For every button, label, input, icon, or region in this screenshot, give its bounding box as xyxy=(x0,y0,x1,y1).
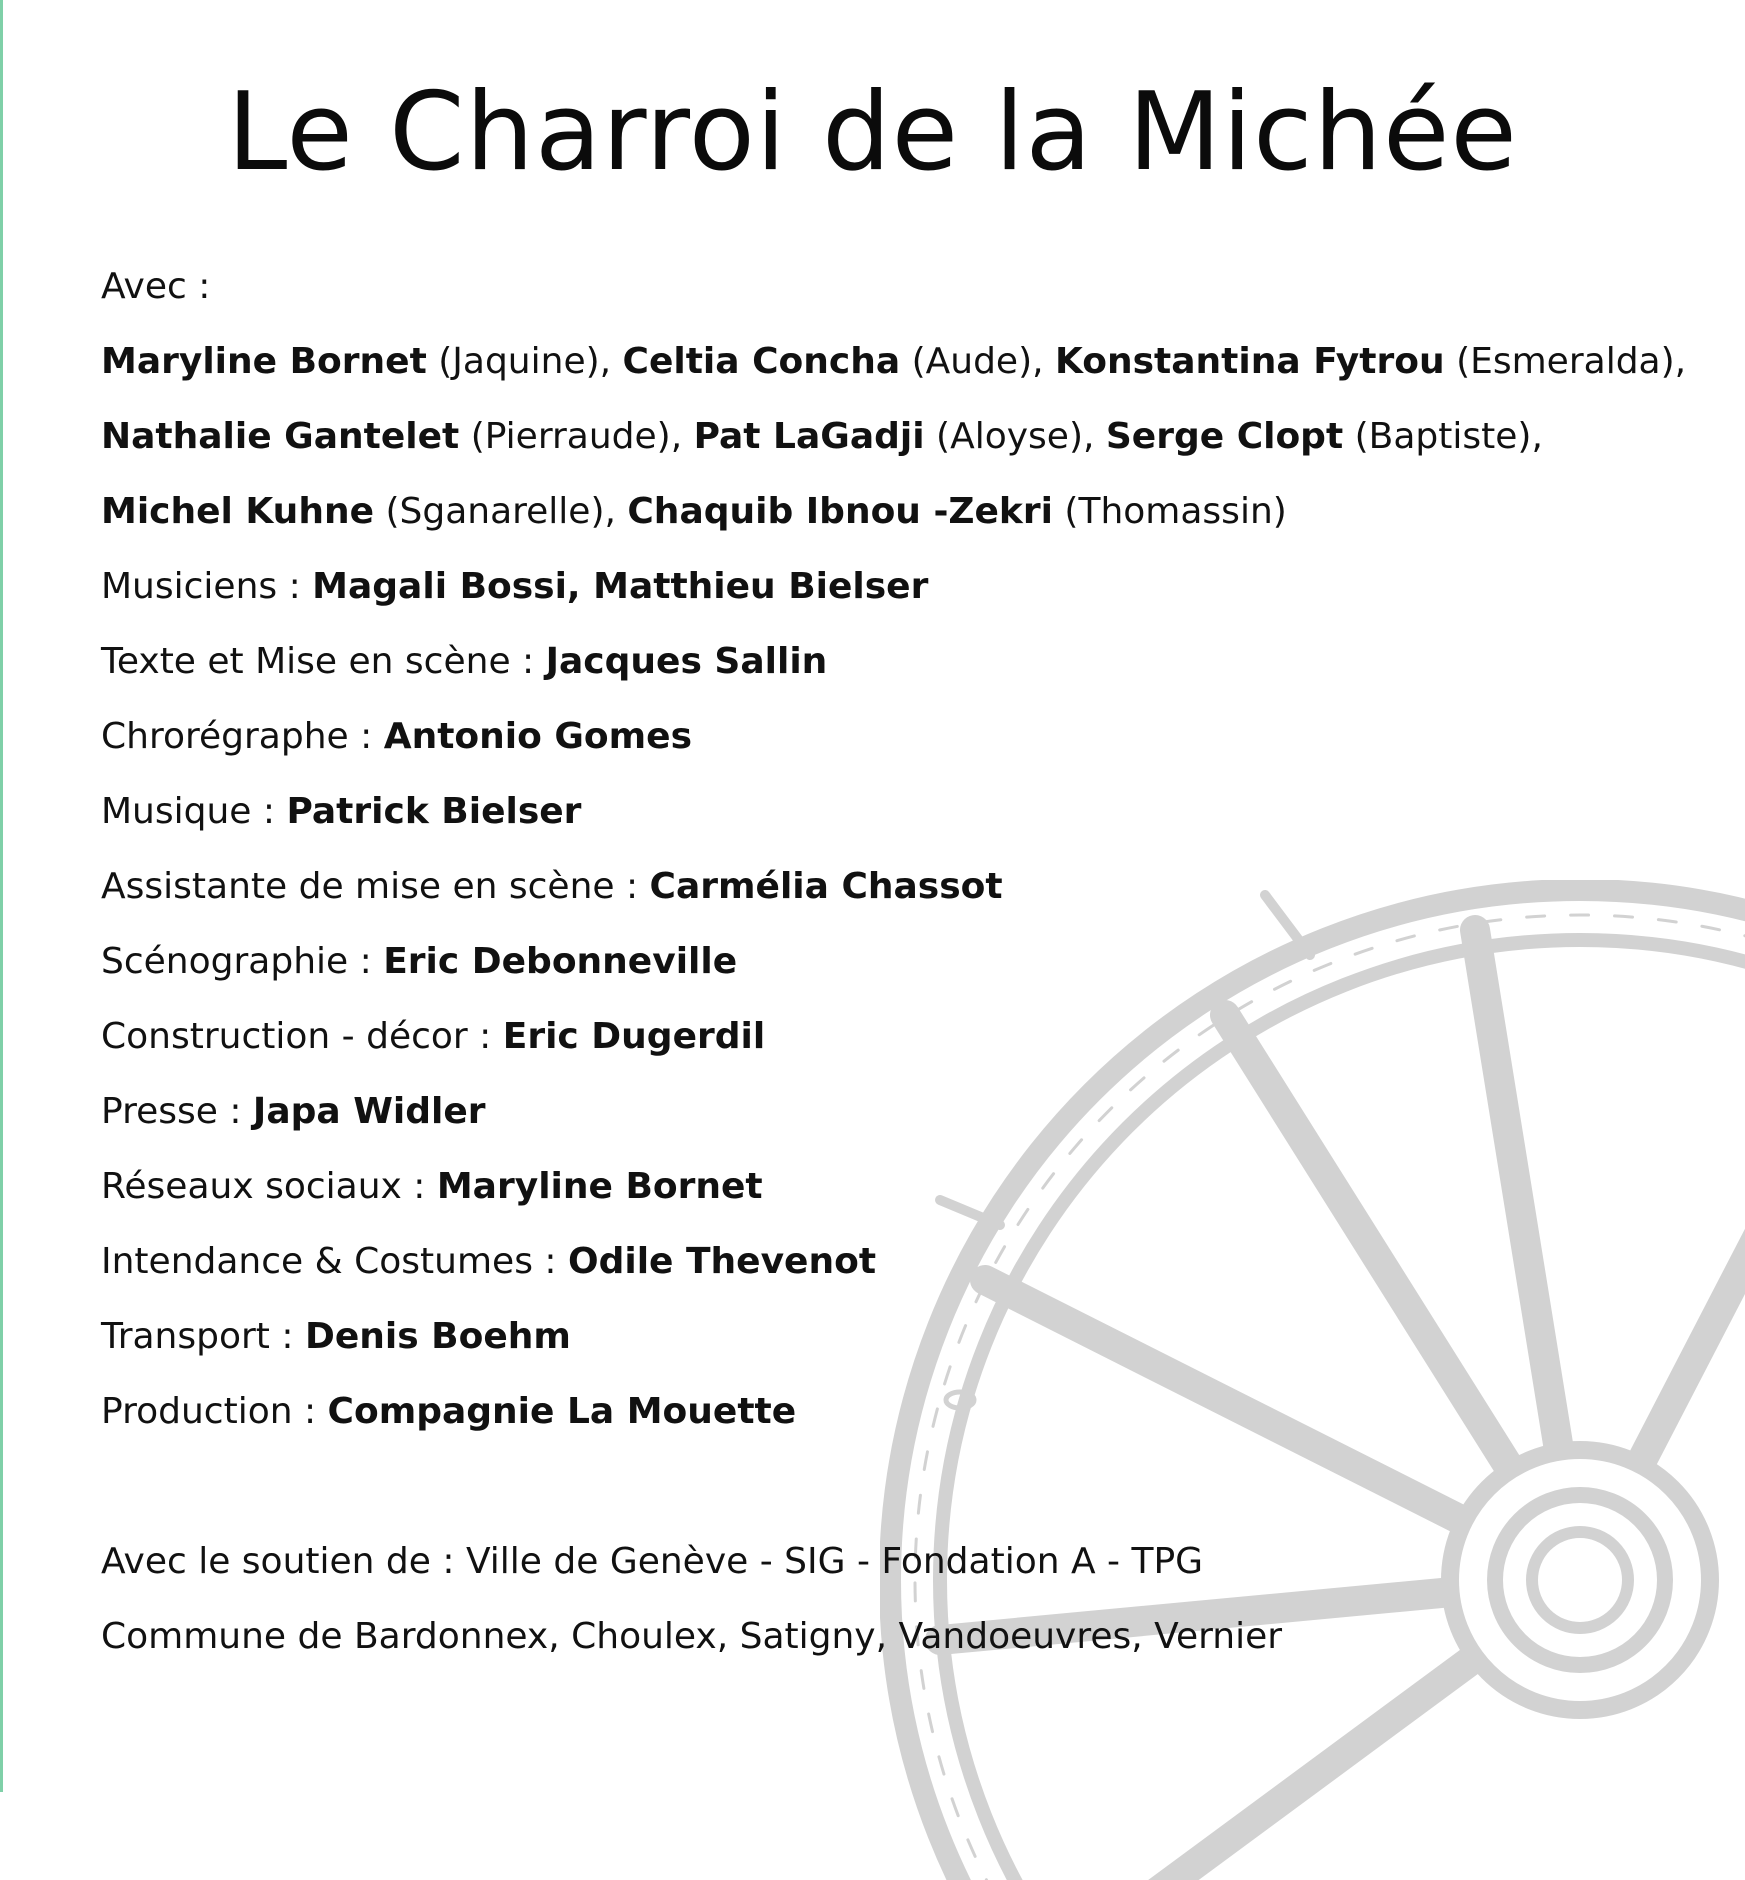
support-section xyxy=(101,1535,1701,1685)
cast-role: (Aloyse), xyxy=(936,416,1106,457)
cast-role: (Pierraude), xyxy=(470,416,694,457)
cast-role: (Jaquine), xyxy=(438,341,623,382)
cast-heading: Avec : xyxy=(101,266,211,307)
credit-label: Réseaux sociaux : xyxy=(101,1166,437,1207)
credit-label: Presse : xyxy=(101,1091,253,1132)
credit-label: Construction - décor : xyxy=(101,1016,503,1057)
left-accent-rule xyxy=(0,0,3,1792)
credit-label: Musiciens : xyxy=(101,566,313,607)
cast-role: (Esmeralda), xyxy=(1456,341,1687,382)
credit-row xyxy=(101,635,1701,710)
credit-row xyxy=(101,1235,1701,1310)
credit-row xyxy=(101,1385,1701,1460)
credit-label: Intendance & Costumes : xyxy=(101,1241,568,1282)
cast-line xyxy=(101,485,1701,560)
cast-name: Konstantina Fytrou xyxy=(1055,341,1445,382)
credit-value: Maryline Bornet xyxy=(436,1166,763,1207)
credits-list xyxy=(101,260,1701,1460)
credit-row xyxy=(101,1085,1701,1160)
cast-role: (Thomassin) xyxy=(1064,491,1287,532)
credit-value: Japa Widler xyxy=(252,1091,486,1132)
credit-value: Odile Thevenot xyxy=(567,1241,877,1282)
support-line: Commune de Bardonnex, Choulex, Satigny, Vandoeuvres, Vernier xyxy=(101,1616,1283,1657)
credit-label: Transport : xyxy=(101,1316,305,1357)
credit-value: Magali Bossi, Matthieu Bielser xyxy=(312,566,929,607)
credit-label: Musique : xyxy=(101,791,287,832)
credit-value: Patrick Bielser xyxy=(286,791,582,832)
credit-value: Eric Debonneville xyxy=(383,941,738,982)
credit-row xyxy=(101,1310,1701,1385)
cast-role: (Aude), xyxy=(911,341,1055,382)
credit-label: Scénographie : xyxy=(101,941,384,982)
credit-row xyxy=(101,1160,1701,1235)
credit-value: Carmélia Chassot xyxy=(649,866,1003,907)
credit-value: Eric Dugerdil xyxy=(502,1016,766,1057)
credit-value: Antonio Gomes xyxy=(383,716,693,757)
credit-label: Production : xyxy=(101,1391,328,1432)
page-title: Le Charroi de la Michée xyxy=(227,70,1518,195)
support-line: Avec le soutien de : Ville de Genève - SIG - Fondation A - TPG xyxy=(101,1541,1204,1582)
cast-name: Pat LaGadji xyxy=(693,416,925,457)
credit-row xyxy=(101,710,1701,785)
credit-row xyxy=(101,785,1701,860)
cast-name: Maryline Bornet xyxy=(101,341,427,382)
credit-label: Chrorégraphe : xyxy=(101,716,384,757)
cast-name: Serge Clopt xyxy=(1105,416,1344,457)
cast-name: Nathalie Gantelet xyxy=(101,416,460,457)
cast-role: (Sganarelle), xyxy=(385,491,628,532)
credit-value: Jacques Sallin xyxy=(545,641,828,682)
cast-line xyxy=(101,410,1701,485)
credit-row xyxy=(101,935,1701,1010)
credit-value: Compagnie La Mouette xyxy=(327,1391,797,1432)
cast-name: Celtia Concha xyxy=(622,341,901,382)
credit-label: Texte et Mise en scène : xyxy=(101,641,546,682)
credit-row xyxy=(101,860,1701,935)
credit-label: Assistante de mise en scène : xyxy=(101,866,650,907)
cast-name: Chaquib Ibnou -Zekri xyxy=(627,491,1053,532)
cast-name: Michel Kuhne xyxy=(101,491,374,532)
credit-value: Denis Boehm xyxy=(304,1316,571,1357)
credit-row xyxy=(101,560,1701,635)
cast-line xyxy=(101,335,1701,410)
cast-role: (Baptiste), xyxy=(1354,416,1543,457)
credit-row xyxy=(101,1010,1701,1085)
